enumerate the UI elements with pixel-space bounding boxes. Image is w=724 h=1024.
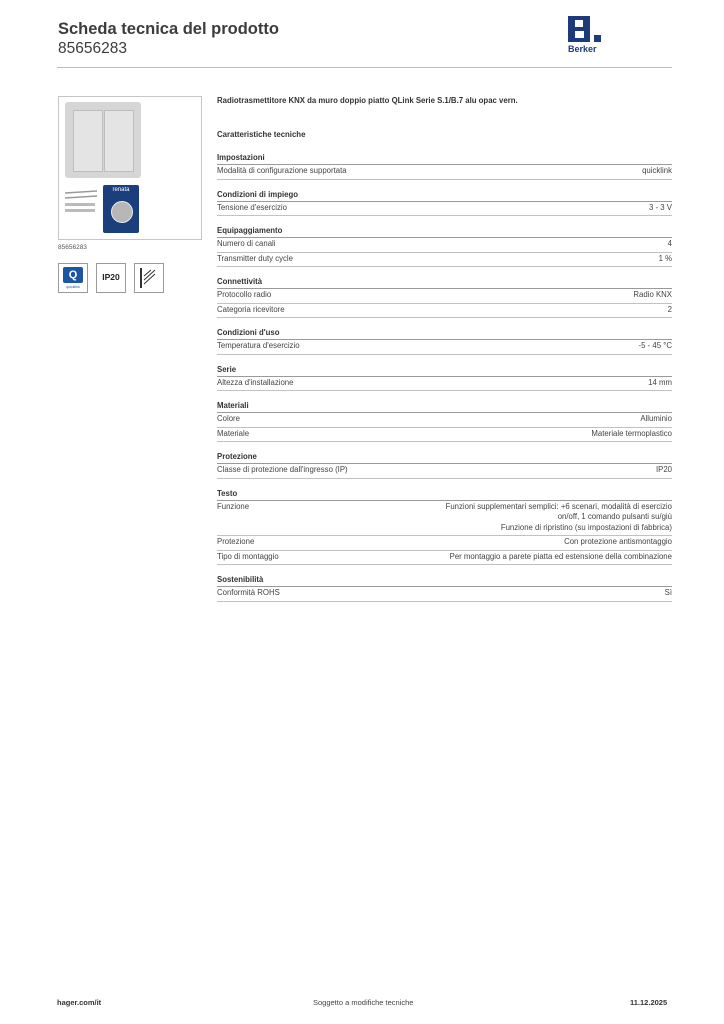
spec-label: Protezione: [217, 537, 255, 546]
spec-section: [217, 226, 672, 267]
spec-value-line: Con protezione antismontaggio: [564, 537, 672, 546]
page-title: Scheda tecnica del prodotto: [58, 20, 279, 38]
spec-row: [217, 238, 672, 253]
spec-label: Tensione d'esercizio: [217, 202, 287, 212]
section-title: Materiali: [217, 401, 672, 413]
spec-label: Funzione: [217, 501, 250, 511]
spec-value-line: 1 %: [658, 253, 672, 263]
spec-value: [665, 588, 672, 599]
quicklink-badge: [58, 263, 88, 293]
spec-content: [217, 96, 672, 612]
section-title: Testo: [217, 489, 672, 501]
spec-row: [217, 340, 672, 355]
spec-label: Classe di protezione dall'ingresso (IP): [217, 465, 348, 474]
logo-wordmark: Berker: [568, 44, 597, 54]
spec-label: Conformità ROHS: [217, 588, 280, 597]
screws-icon: [65, 189, 99, 217]
spec-label: Materiale: [217, 428, 250, 438]
logo-mark: [568, 16, 590, 42]
spec-sections: [217, 153, 672, 602]
spec-row: [217, 304, 672, 319]
spec-label: Categoria ricevitore: [217, 304, 285, 314]
quicklink-icon: Q: [63, 267, 83, 283]
spec-row: [217, 165, 672, 180]
spec-section: [217, 190, 672, 217]
section-title: Condizioni d'uso: [217, 328, 672, 340]
spec-value: [659, 254, 672, 265]
spec-row: [217, 464, 672, 479]
spec-row: [217, 587, 672, 602]
ip-rating-label: IP20: [102, 272, 120, 282]
spec-section: [217, 153, 672, 180]
spec-row: [217, 202, 672, 217]
spec-value: [668, 305, 672, 316]
logo-dot: [594, 35, 601, 42]
spec-label: Protocollo radio: [217, 290, 272, 299]
spec-row: [217, 289, 672, 304]
rocker-right: [104, 110, 134, 172]
spec-value-line: on/off, 1 comando pulsanti su/giù: [557, 512, 672, 521]
spec-value-line: quicklink: [642, 166, 672, 175]
spec-value: [648, 378, 672, 389]
spec-value: [649, 203, 672, 214]
spec-value: [446, 502, 672, 534]
section-title: Impostazioni: [217, 153, 672, 165]
spec-value: [642, 166, 672, 177]
spec-value-line: Alluminio: [640, 414, 672, 423]
section-title: Sostenibilità: [217, 575, 672, 587]
mounting-badge: [134, 263, 164, 293]
spec-label: Temperatura d'esercizio: [217, 341, 300, 350]
spec-label: Transmitter duty cycle: [217, 253, 293, 263]
spec-section: [217, 575, 672, 602]
spec-row: [217, 551, 672, 566]
battery-package: [103, 185, 139, 233]
footer-note: Soggetto a modifiche tecniche: [313, 998, 414, 1007]
spec-value-line: IP20: [655, 465, 672, 474]
product-name: Radiotrasmettitore KNX da muro doppio piatto QLink Serie S.1/B.7 alu opac vern.: [217, 96, 518, 105]
spec-value-line: 3 - 3 V: [649, 202, 672, 212]
spec-label: Numero di canali: [217, 239, 276, 248]
spec-value-line: -5 - 45 °C: [638, 341, 672, 350]
spec-value-line: Radio KNX: [633, 290, 672, 299]
section-title: Serie: [217, 365, 672, 377]
footer-website: hager.com/it: [57, 998, 102, 1007]
spec-value-line: Funzioni supplementari semplici: +6 scenari, modalità di esercizio: [445, 501, 672, 511]
spec-value-line: Sì: [664, 588, 672, 597]
photo-caption: 85656283: [58, 244, 87, 251]
spec-label: Modalità di configurazione supportata: [217, 166, 347, 175]
spec-value: [450, 552, 672, 563]
spec-value: [633, 290, 672, 301]
spec-value: [639, 341, 672, 352]
spec-label: Colore: [217, 414, 240, 423]
footer-date: 11.12.2025: [630, 998, 668, 1007]
section-title: Equipaggiamento: [217, 226, 672, 238]
coin-cell-icon: [111, 201, 133, 223]
spec-value-line: Funzione di ripristino (su impostazioni di fabbrica): [500, 522, 672, 532]
spec-section: [217, 401, 672, 442]
spec-row: [217, 377, 672, 392]
rocker-left: [73, 110, 103, 172]
spec-value-line: 2: [667, 304, 672, 314]
logo-cutout-top: [575, 20, 583, 27]
surface-mount-icon: [135, 264, 163, 292]
spec-value: [640, 414, 672, 425]
quicklink-label: quicklink: [66, 285, 80, 289]
spec-section: [217, 365, 672, 392]
spec-value-line: Per montaggio a parete piatta ed estensione della combinazione: [449, 551, 672, 561]
spec-row: [217, 413, 672, 428]
header-divider: [57, 67, 672, 68]
section-title: Condizioni di impiego: [217, 190, 672, 202]
product-code: 85656283: [58, 40, 127, 57]
spec-value: [668, 239, 672, 250]
spec-section: [217, 452, 672, 479]
spec-row: [217, 253, 672, 268]
spec-section: [217, 328, 672, 355]
spec-value-line: Materiale termoplastico: [591, 428, 672, 438]
spec-section: [217, 277, 672, 318]
switch-plate: [65, 102, 141, 178]
spec-label: Tipo di montaggio: [217, 551, 279, 561]
spec-value: [564, 537, 672, 548]
logo-cutout-bottom: [575, 31, 584, 38]
spec-row: [217, 501, 672, 537]
spec-label: Altezza d'installazione: [217, 377, 294, 387]
spec-row: [217, 536, 672, 551]
section-title: Connettività: [217, 277, 672, 289]
spec-value-line: 4: [667, 239, 672, 248]
section-title: Protezione: [217, 452, 672, 464]
spec-value-line: 14 mm: [648, 377, 672, 387]
spec-section: [217, 489, 672, 566]
product-photo: [58, 96, 202, 240]
spec-row: [217, 428, 672, 443]
battery-brand: renata: [112, 187, 130, 193]
ip20-badge: [96, 263, 126, 293]
spec-value: [591, 429, 672, 440]
spec-value: [656, 465, 672, 476]
tech-features-title: Caratteristiche tecniche: [217, 130, 306, 139]
